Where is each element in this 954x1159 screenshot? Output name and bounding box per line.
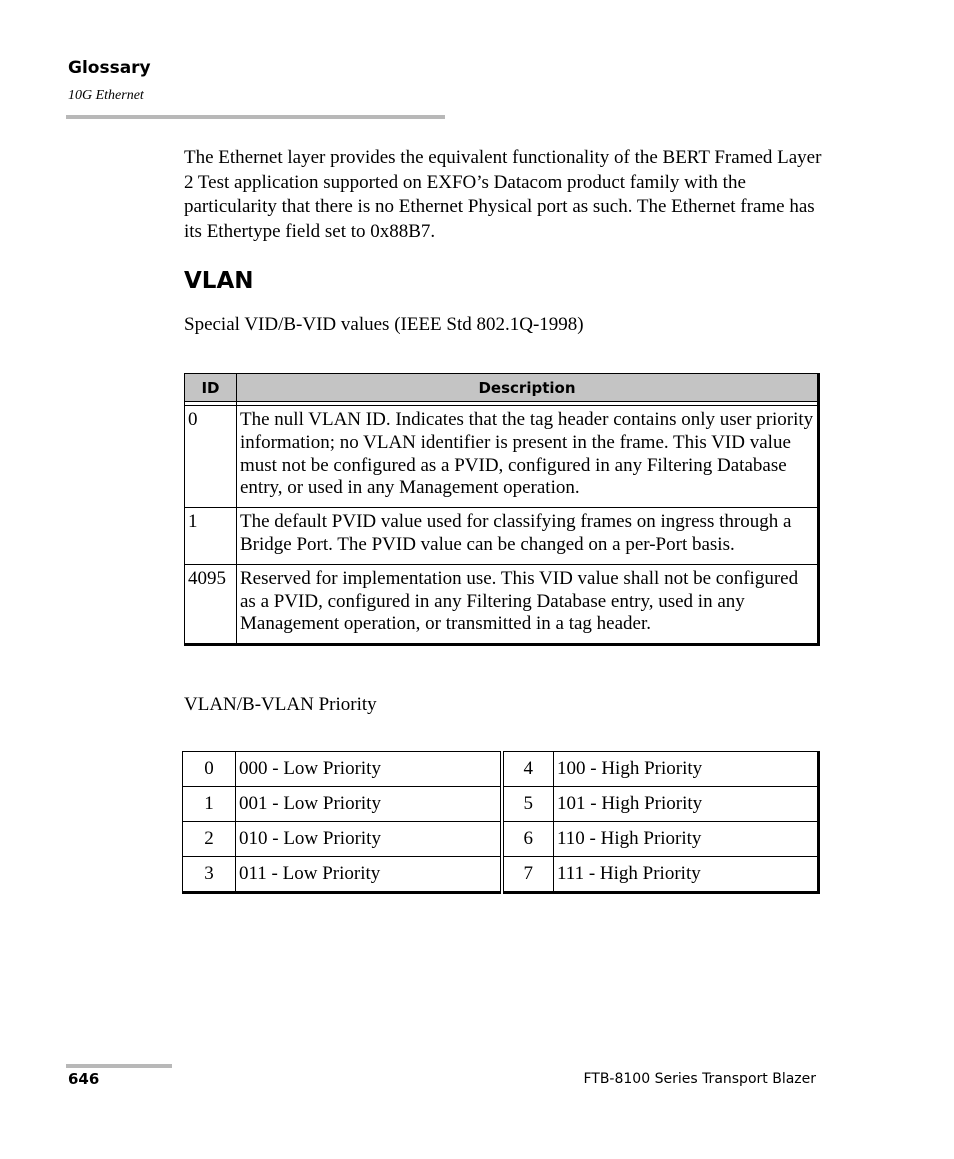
vid-description-cell: The default PVID value used for classifying frames on ingress through a Bridge Port. The PVID value can be changed on a per-Port basis.: [237, 508, 819, 565]
priority-label-cell: 010 - Low Priority: [236, 822, 502, 857]
vid-description-cell: The null VLAN ID. Indicates that the tag header contains only user priority information; no VLAN identifier is present in the frame. This VID value must not be configured as a PVID, configured in any Filtering Database entry, or used in any Management operation.: [237, 406, 819, 508]
priority-code-cell: 4: [502, 752, 554, 787]
table-row: [185, 564, 819, 644]
page-number: 646: [68, 1070, 100, 1088]
vid-id-cell: 1: [185, 508, 237, 565]
vid-header-id: ID: [185, 374, 237, 402]
table-row: [185, 406, 819, 508]
header-rule: [66, 115, 445, 119]
table-row: [183, 787, 819, 822]
product-name: FTB-8100 Series Transport Blazer: [583, 1071, 816, 1087]
priority-label-cell: 101 - High Priority: [554, 787, 819, 822]
running-header-subtitle: 10G Ethernet: [68, 88, 144, 103]
priority-table-caption: VLAN/B-VLAN Priority: [184, 694, 377, 715]
priority-label-cell: 111 - High Priority: [554, 857, 819, 893]
priority-code-cell: 5: [502, 787, 554, 822]
vid-header-description: Description: [237, 374, 819, 402]
vid-table-caption: Special VID/B-VID values (IEEE Std 802.1Q-1998): [184, 314, 584, 335]
priority-code-cell: 7: [502, 857, 554, 893]
priority-label-cell: 000 - Low Priority: [236, 752, 502, 787]
vid-id-cell: 0: [185, 406, 237, 508]
table-row: [183, 857, 819, 893]
priority-code-cell: 2: [183, 822, 236, 857]
priority-label-cell: 110 - High Priority: [554, 822, 819, 857]
table-row: [183, 822, 819, 857]
table-row: [183, 752, 819, 787]
priority-code-cell: 0: [183, 752, 236, 787]
priority-label-cell: 011 - Low Priority: [236, 857, 502, 893]
priority-code-cell: 3: [183, 857, 236, 893]
running-header-title: Glossary: [68, 58, 151, 78]
priority-table: [182, 751, 820, 894]
vid-id-cell: 4095: [185, 564, 237, 644]
section-heading: VLAN: [184, 268, 254, 294]
vid-description-cell: Reserved for implementation use. This VID value shall not be configured as a PVID, configured in any Filtering Database entry, used in any Management operation, or transmitted in a tag header.: [237, 564, 819, 644]
priority-code-cell: 6: [502, 822, 554, 857]
footer-rule: [66, 1064, 172, 1068]
vid-table-header-row: [185, 374, 819, 402]
priority-label-cell: 001 - Low Priority: [236, 787, 502, 822]
vid-values-table: [184, 373, 820, 646]
table-row: [185, 508, 819, 565]
priority-label-cell: 100 - High Priority: [554, 752, 819, 787]
intro-paragraph: The Ethernet layer provides the equivalent functionality of the BERT Framed Layer 2 Test application supported on EXFO’s Datacom product family with the particularity that there is no Ethernet Physical port as such. The Ethernet frame has its Ethertype field set to 0x88B7.: [184, 147, 822, 243]
priority-code-cell: 1: [183, 787, 236, 822]
